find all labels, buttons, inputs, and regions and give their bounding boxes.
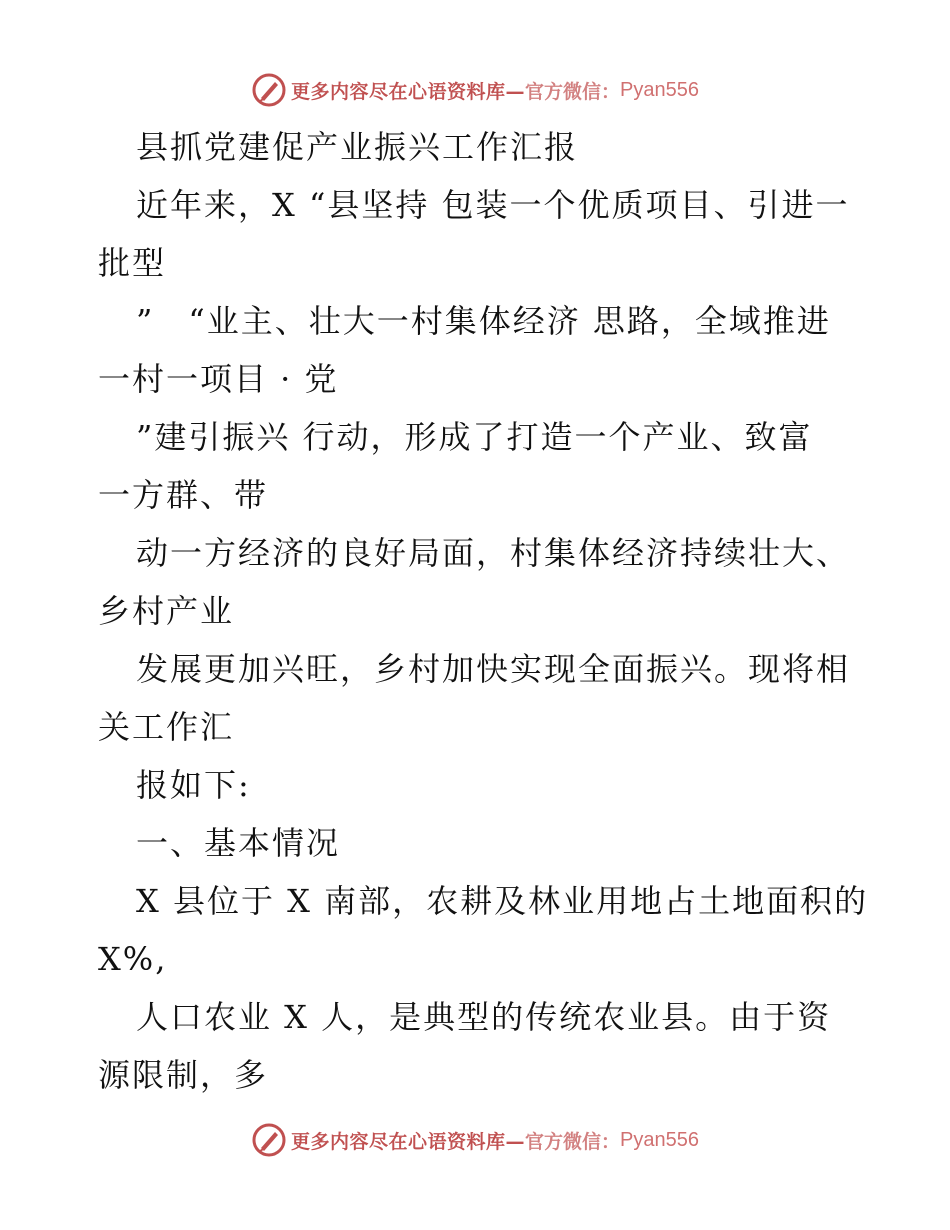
watermark-text: 更多内容尽在心语资料库— — [291, 1130, 526, 1153]
document-line: X%, — [98, 940, 168, 978]
watermark-wechat-label: 官方微信： — [525, 1130, 621, 1153]
watermark-banner-top — [0, 68, 950, 112]
document-line: 县抓党建促产业振兴工作汇报 — [136, 128, 579, 166]
pen-logo-icon — [251, 72, 287, 108]
watermark-banner-bottom — [0, 1118, 950, 1162]
document-body — [98, 118, 869, 1104]
watermark-text: 更多内容尽在心语资料库— — [291, 80, 526, 103]
document-line: 乡村产业 — [98, 592, 235, 630]
watermark-wechat-id: Pyan556 — [620, 78, 699, 101]
document-line: ” “业主、壮大一村集体经济 思路，全域推进 — [136, 302, 831, 340]
document-line: ”建引振兴 行动，形成了打造一个产业、致富 — [136, 418, 813, 456]
watermark-wechat-label: 官方微信： — [525, 80, 621, 103]
document-line: 报如下: — [136, 766, 251, 804]
document-line: 关工作汇 — [98, 708, 235, 746]
pen-logo-icon — [251, 1122, 287, 1158]
document-line: 人口农业 X 人，是典型的传统农业县。由于资 — [136, 998, 832, 1036]
document-line: 一方群、带 — [98, 476, 269, 514]
document-line: 批型 — [98, 244, 167, 282]
document-line: 一、基本情况 — [136, 824, 341, 862]
document-line: 发展更加兴旺，乡村加快实现全面振兴。现将相 — [136, 650, 851, 688]
document-line: 源限制，多 — [98, 1056, 269, 1094]
watermark-wechat-id: Pyan556 — [620, 1128, 699, 1151]
document-line: X 县位于 X 南部，农耕及林业用地占土地面积的 — [136, 882, 869, 920]
document-line: 近年来，X “县坚持 包装一个优质项目、引进一 — [136, 186, 850, 224]
document-line: 一村一项目 · 党 — [98, 360, 339, 398]
document-line: 动一方经济的良好局面，村集体经济持续壮大、 — [136, 534, 851, 572]
